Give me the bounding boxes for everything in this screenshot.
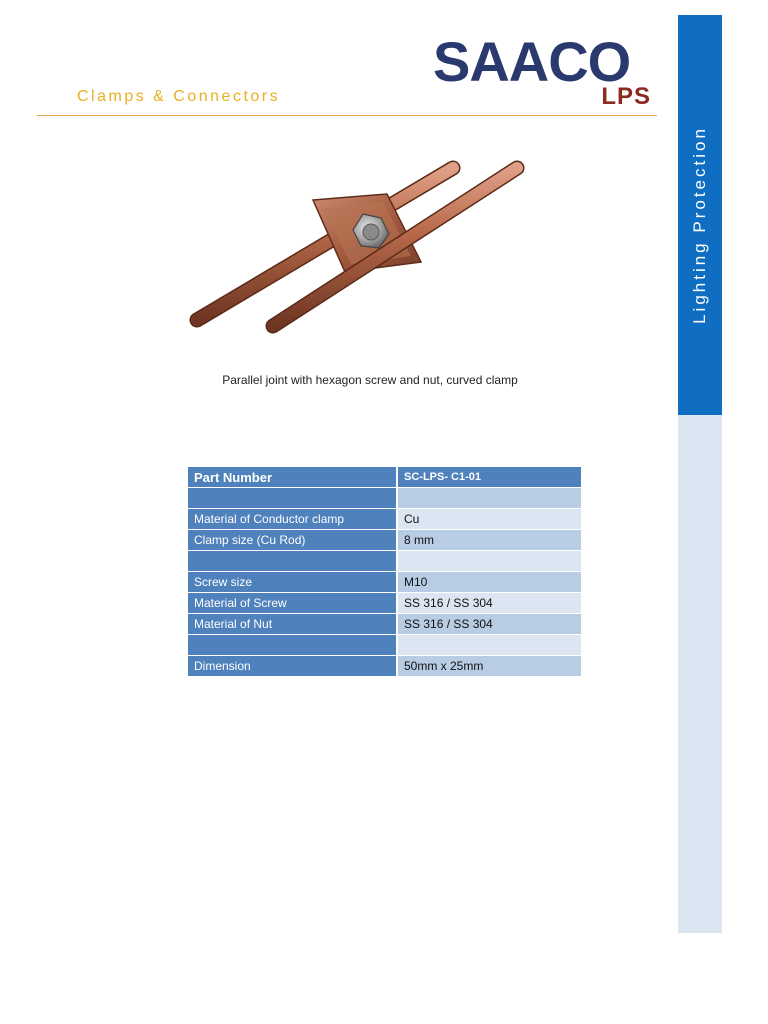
table-row bbox=[188, 509, 581, 530]
header-divider bbox=[37, 115, 657, 116]
spec-label: Clamp size (Cu Rod) bbox=[188, 530, 398, 551]
table-row bbox=[188, 614, 581, 635]
spec-value bbox=[398, 488, 581, 509]
spec-value bbox=[398, 635, 581, 656]
spec-label: Part Number bbox=[188, 467, 398, 488]
section-title: Clamps & Connectors bbox=[77, 88, 281, 105]
table-row bbox=[188, 656, 581, 677]
spec-label: Screw size bbox=[188, 572, 398, 593]
spec-label: Dimension bbox=[188, 656, 398, 677]
table-row bbox=[188, 530, 581, 551]
logo-wordmark: SAACO bbox=[433, 30, 631, 93]
spec-value: SS 316 / SS 304 bbox=[398, 593, 581, 614]
table-row bbox=[188, 572, 581, 593]
logo-subtitle: LPS bbox=[601, 83, 651, 110]
table-row bbox=[188, 593, 581, 614]
spec-value bbox=[398, 551, 581, 572]
side-band-bottom bbox=[678, 415, 722, 933]
spec-label bbox=[188, 551, 398, 572]
spec-label bbox=[188, 488, 398, 509]
table-row bbox=[188, 488, 581, 509]
product-photo bbox=[185, 150, 530, 345]
table-row bbox=[188, 551, 581, 572]
spec-value: SS 316 / SS 304 bbox=[398, 614, 581, 635]
table-row bbox=[188, 635, 581, 656]
side-band-label: Lighting Protection bbox=[690, 126, 709, 324]
spec-value: Cu bbox=[398, 509, 581, 530]
spec-value: SC-LPS- C1-01 bbox=[398, 467, 581, 488]
spec-label: Material of Conductor clamp bbox=[188, 509, 398, 530]
spec-label: Material of Nut bbox=[188, 614, 398, 635]
spec-label: Material of Screw bbox=[188, 593, 398, 614]
table-row bbox=[188, 467, 581, 488]
company-logo bbox=[430, 30, 655, 110]
spec-label bbox=[188, 635, 398, 656]
spec-value: M10 bbox=[398, 572, 581, 593]
spec-table bbox=[188, 467, 581, 677]
product-caption: Parallel joint with hexagon screw and nut, curved clamp bbox=[222, 373, 518, 387]
spec-value: 8 mm bbox=[398, 530, 581, 551]
spec-value: 50mm x 25mm bbox=[398, 656, 581, 677]
